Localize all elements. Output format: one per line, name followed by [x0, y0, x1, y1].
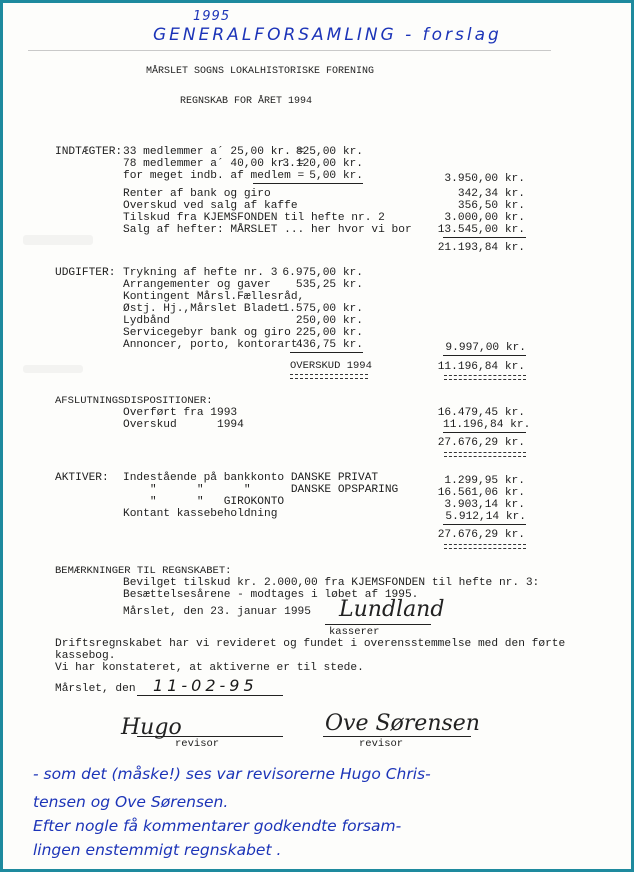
- asset-line: Kontant kassebeholdning: [123, 508, 278, 520]
- surplus-amount: 11.196,84 kr.: [437, 361, 525, 373]
- asset-line: " " GIROKONTO: [123, 496, 285, 508]
- expense-amount: 225,00 kr.: [295, 327, 363, 339]
- expense-amount: 535,25 kr.: [295, 279, 363, 291]
- expenses-label: UDGIFTER:: [55, 267, 116, 279]
- surplus-label: OVERSKUD 1994: [290, 360, 372, 372]
- double-underline: [290, 374, 368, 379]
- handwritten-note-line: - som det (måske!) ses var revisorerne Hugo Chris-: [33, 765, 431, 783]
- double-underline: [444, 375, 526, 380]
- auditor2-title: revisor: [359, 738, 404, 750]
- audit-line: kassebog.: [55, 650, 116, 662]
- closing-total: 27.676,29 kr.: [437, 437, 525, 449]
- closing-line: Overført fra 1993: [123, 407, 238, 419]
- double-underline: [444, 452, 526, 457]
- income-amount: 342,34 kr.: [457, 188, 525, 200]
- expense-amount: 436,75 kr.: [290, 339, 363, 353]
- handwritten-note-line: lingen enstemmigt regnskabet .: [33, 841, 282, 859]
- closing-amount: 11.196,84 kr.: [443, 419, 531, 431]
- scan-smudge: [23, 235, 93, 245]
- expense-line: Annoncer, porto, kontorart.: [123, 339, 305, 351]
- signature-line: [325, 624, 431, 625]
- expense-line: Trykning af hefte nr. 3: [123, 267, 278, 279]
- income-line: Tilskud fra KJEMSFONDEN til hefte nr. 2: [123, 212, 385, 224]
- document-page: [3, 3, 631, 869]
- document-title: REGNSKAB FOR ÅRET 1994: [180, 96, 313, 107]
- income-label: INDTÆGTER:: [55, 146, 123, 158]
- expense-line: Lydbånd: [123, 315, 170, 327]
- income-amount: 13.545,00 kr.: [437, 224, 525, 236]
- closing-amount: 16.479,45 kr.: [437, 407, 525, 419]
- assets-label: AKTIVER:: [55, 472, 109, 484]
- treasurer-signature: Lundland: [339, 597, 445, 622]
- income-amount: 356,50 kr.: [457, 200, 525, 212]
- income-line: Salg af hefter: MÅRSLET ... her hvor vi bor: [123, 224, 412, 236]
- date-line: [137, 695, 283, 696]
- income-amount: 5,00 kr.: [253, 170, 363, 184]
- income-amount: 3.000,00 kr.: [444, 212, 525, 224]
- remark-line: Bevilget tilskud kr. 2.000,00 fra KJEMSFONDEN til hefte nr. 3:: [123, 577, 540, 589]
- closing-line: Overskud 1994: [123, 419, 244, 431]
- organization-name: MÅRSLET SOGNS LOKALHISTORISKE FORENING: [146, 66, 375, 77]
- scan-smudge: [23, 365, 83, 373]
- income-total: 21.193,84 kr.: [437, 242, 525, 254]
- signature-line: [323, 736, 471, 737]
- expense-amount: 250,00 kr.: [295, 315, 363, 327]
- handwritten-audit-date: 11-02-95: [153, 676, 258, 695]
- asset-amount: 5.912,14 kr.: [443, 511, 526, 525]
- expense-amount: 6.975,00 kr.: [282, 267, 363, 279]
- audit-place-label: Mårslet, den: [55, 683, 136, 695]
- handwritten-note-line: tensen og Ove Sørensen.: [33, 793, 229, 811]
- expense-amount: 1.575,00 kr.: [282, 303, 363, 315]
- audit-line: Vi har konstateret, at aktiverne er til stede.: [55, 662, 364, 674]
- asset-amount: 3.903,14 kr.: [444, 499, 525, 511]
- auditor2-signature: Ove Sørensen: [325, 711, 480, 736]
- audit-line: Driftsregnskabet har vi revideret og fundet i overensstemmelse med den førte: [55, 638, 566, 650]
- income-line: Overskud ved salg af kaffe: [123, 200, 298, 212]
- asset-line: Indestående på bankkonto DANSKE PRIVAT: [123, 472, 379, 484]
- remarks-label: BEMÆRKNINGER TIL REGNSKABET:: [55, 565, 232, 577]
- header-rule: [28, 50, 551, 51]
- income-amount: 3.120,00 kr.: [282, 158, 363, 170]
- expenses-total: 9.997,00 kr.: [443, 342, 526, 356]
- expense-line: Servicegebyr bank og giro: [123, 327, 291, 339]
- income-line: 33 medlemmer a´ 25,00 kr. =: [123, 146, 305, 158]
- auditor1-signature: Hugo: [121, 715, 182, 740]
- closing-label: AFSLUTNINGSDISPOSITIONER:: [55, 395, 213, 407]
- signature-line: [137, 736, 283, 737]
- membership-total: 3.950,00 kr.: [444, 173, 525, 185]
- handwritten-year: 1995: [193, 9, 231, 24]
- subtotal-rule: [443, 237, 526, 238]
- asset-line: " " " DANSKE OPSPARING: [123, 484, 399, 496]
- income-amount: 825,00 kr.: [295, 146, 363, 158]
- handwritten-title: GENERALFORSAMLING - forslag: [153, 25, 502, 45]
- expense-line: Østj. Hj.,Mårslet Bladet: [123, 303, 285, 315]
- double-underline: [444, 544, 526, 549]
- remark-place-date: Mårslet, den 23. januar 1995: [123, 606, 311, 618]
- income-line: Renter af bank og giro: [123, 188, 271, 200]
- handwritten-note-line: Efter nogle få kommentarer godkendte forsam-: [33, 817, 402, 835]
- treasurer-title: kasserer: [329, 626, 380, 638]
- income-line: 78 medlemmer a´ 40,00 kr. =: [123, 158, 305, 170]
- remark-line: Besættelsesårene - modtages i løbet af 1995.: [123, 589, 419, 601]
- assets-total: 27.676,29 kr.: [437, 529, 525, 541]
- asset-amount: 16.561,06 kr.: [437, 487, 525, 499]
- income-line: for meget indb. af medlem =: [123, 170, 305, 182]
- asset-amount: 1.299,95 kr.: [444, 475, 525, 487]
- expense-line: Arrangementer og gaver: [123, 279, 271, 291]
- auditor1-title: revisor: [175, 738, 220, 750]
- expense-line: Kontingent Mårsl.Fællesråd,: [123, 291, 305, 303]
